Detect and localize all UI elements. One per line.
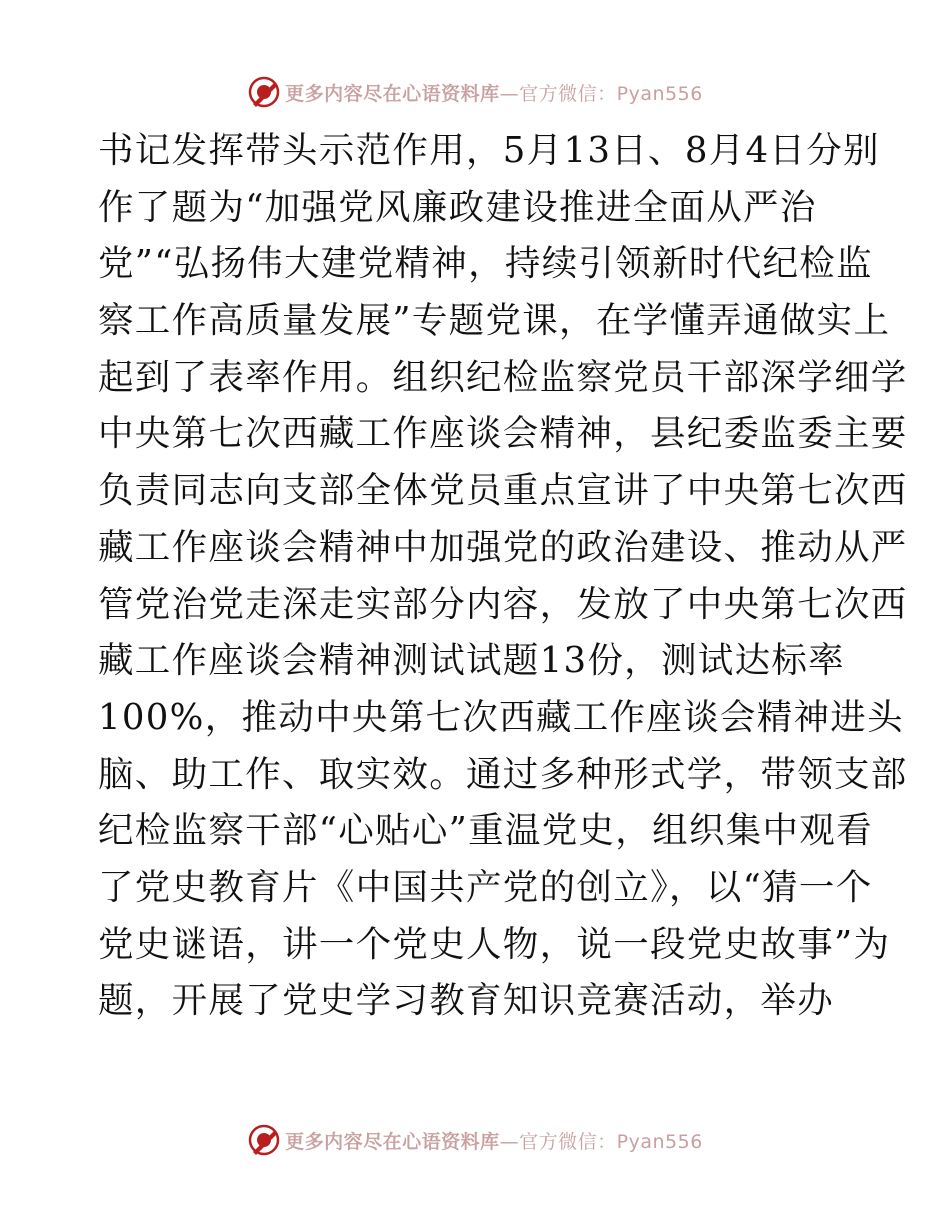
body-line: 了党史教育片《中国共产党的创立》，以“猜一个: [98, 866, 873, 908]
body-line: 题，开展了党史学习教育知识竞赛活动，举办: [98, 980, 835, 1022]
body-line: 作了题为“加强党风廉政建设推进全面从严治: [98, 186, 817, 228]
footer-watermark: [0, 1120, 950, 1160]
body-line: 书记发挥带头示范作用，5月13日、8月4日分别: [98, 130, 880, 171]
body-line: 纪检监察干部“心贴心”重温党史，组织集中观看: [98, 810, 873, 852]
body-line: 党史谜语，讲一个党史人物，说一段党史故事”为: [98, 923, 891, 965]
header-separator: —: [499, 82, 520, 105]
body-line: 脑、助工作、取实效。通过多种形式学，带领支部: [98, 753, 908, 795]
header-brand: 更多内容尽在心语资料库: [285, 82, 500, 105]
body-line: 中央第七次西藏工作座谈会精神，县纪委监委主要: [98, 413, 908, 455]
body-line: 察工作高质量发展”专题党课，在学懂弄通做实上: [98, 300, 891, 342]
document-body: [98, 123, 908, 1030]
body-line: 藏工作座谈会精神中加强党的政治建设、推动从严: [98, 526, 908, 568]
body-line: 藏工作座谈会精神测试试题13份，测试达标率: [98, 640, 845, 682]
body-line: 起到了表率作用。组织纪检监察党员干部深学细学: [98, 356, 908, 398]
footer-contact: 官方微信：Pyan556: [519, 1130, 703, 1153]
body-line: 党”“弘扬伟大建党精神，持续引领新时代纪检监: [98, 243, 873, 285]
header-watermark-text: [285, 79, 703, 106]
pen-logo-icon: [247, 75, 281, 109]
header-contact: 官方微信：Pyan556: [519, 82, 703, 105]
body-line: 管党治党走深走实部分内容，发放了中央第七次西: [98, 583, 908, 625]
footer-separator: —: [499, 1130, 520, 1153]
footer-brand: 更多内容尽在心语资料库: [285, 1130, 500, 1153]
body-line: 负责同志向支部全体党员重点宣讲了中央第七次西: [98, 470, 908, 512]
pen-logo-icon: [247, 1123, 281, 1157]
body-line: 100%，推动中央第七次西藏工作座谈会精神进头: [98, 696, 904, 738]
header-watermark: [0, 72, 950, 112]
footer-watermark-text: [285, 1127, 703, 1154]
